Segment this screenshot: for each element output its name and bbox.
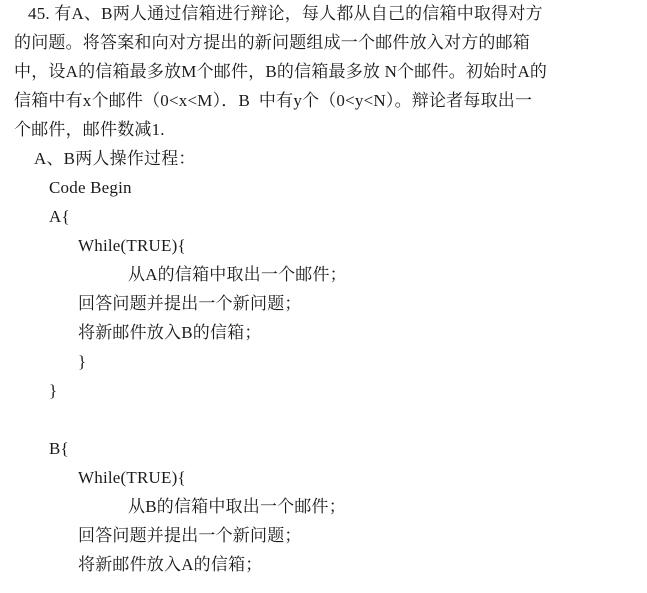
question-line-4: 信箱中有x个邮件（0<x<M）．B 中有y个（0<y<N）。辩论者每取出一 xyxy=(14,91,533,110)
question-line-1: 45. 有A、B两人通过信箱进行辩论，每人都从自己的信箱中取得对方 xyxy=(28,4,543,23)
code-begin: Code Begin xyxy=(49,178,132,197)
block-a-put-mail: 将新邮件放入B的信箱； xyxy=(78,323,262,342)
block-b-put-mail: 将新邮件放入A的信箱； xyxy=(78,555,263,574)
block-b-answer: 回答问题并提出一个新问题； xyxy=(78,526,302,545)
operations-intro: A、B两人操作过程： xyxy=(34,149,196,168)
question-line-2: 的问题。将答案和向对方提出的新问题组成一个邮件放入对方的邮箱 xyxy=(14,33,530,52)
block-b-header: B{ xyxy=(49,439,69,458)
block-b-take-mail: 从B的信箱中取出一个邮件； xyxy=(128,497,346,516)
block-a-answer: 回答问题并提出一个新问题； xyxy=(78,294,302,313)
block-a-loop-close: } xyxy=(78,352,87,371)
question-line-5: 个邮件，邮件数减1. xyxy=(14,120,165,139)
block-a-take-mail: 从A的信箱中取出一个邮件； xyxy=(128,265,347,284)
block-b-loop: While(TRUE){ xyxy=(78,468,186,487)
block-a-close: } xyxy=(49,381,58,400)
question-line-3: 中，设A的信箱最多放M个邮件，B的信箱最多放 N个邮件。初始时A的 xyxy=(14,62,548,81)
block-a-header: A{ xyxy=(49,207,70,226)
block-a-loop: While(TRUE){ xyxy=(78,236,186,255)
